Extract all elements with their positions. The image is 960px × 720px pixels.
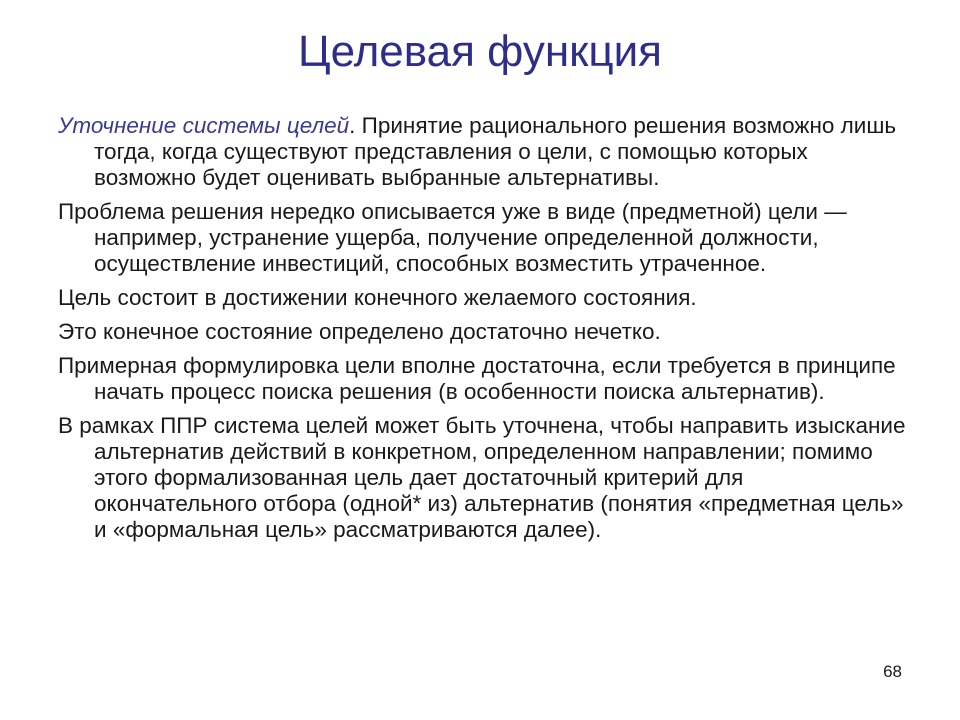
slide-body <box>58 113 908 551</box>
page-number: 68 <box>883 662 902 681</box>
paragraph-text: Это конечное состояние определено достаточно нечетко. <box>58 319 661 344</box>
paragraph-end-state <box>58 319 908 345</box>
slide-title: Целевая функция <box>298 27 662 76</box>
paragraph-text: Проблема решения нередко описывается уже в виде (предметной) цели — например, устранение ущерба, получение определенной должности, осуществление инвестиций, способных возместить утраченное. <box>58 199 847 276</box>
paragraph-problem-description <box>58 199 908 277</box>
paragraph-text: В рамках ППР система целей может быть уточнена, чтобы направить изыскание альтернатив действий в конкретном, определенном направлении; помимо этого формализованная цель дает достаточный критерий для окончательного отбора (одной* из) альтернатив (понятия «предметная цель» и «формальная цель» рассматриваются далее). <box>58 413 906 542</box>
paragraph-text: Примерная формулировка цели вполне достаточна, если требуется в принципе начать процесс поиска решения (в особенности поиска альтернатив). <box>58 353 896 404</box>
paragraph-text: Цель состоит в достижении конечного желаемого состояния. <box>58 285 697 310</box>
paragraph-dss-goal-system <box>58 413 908 543</box>
paragraph-italic-lead: Уточнение системы целей <box>58 113 350 138</box>
paragraph-text: . Принятие рационального решения возможно лишь тогда, когда существуют представления о цели, с помощью которых возможно будет оценивать выбранные альтернативы. <box>94 113 897 190</box>
paragraph-goal-refinement <box>58 113 908 191</box>
paragraph-goal-definition <box>58 285 908 311</box>
paragraph-approximate-formulation <box>58 353 908 405</box>
